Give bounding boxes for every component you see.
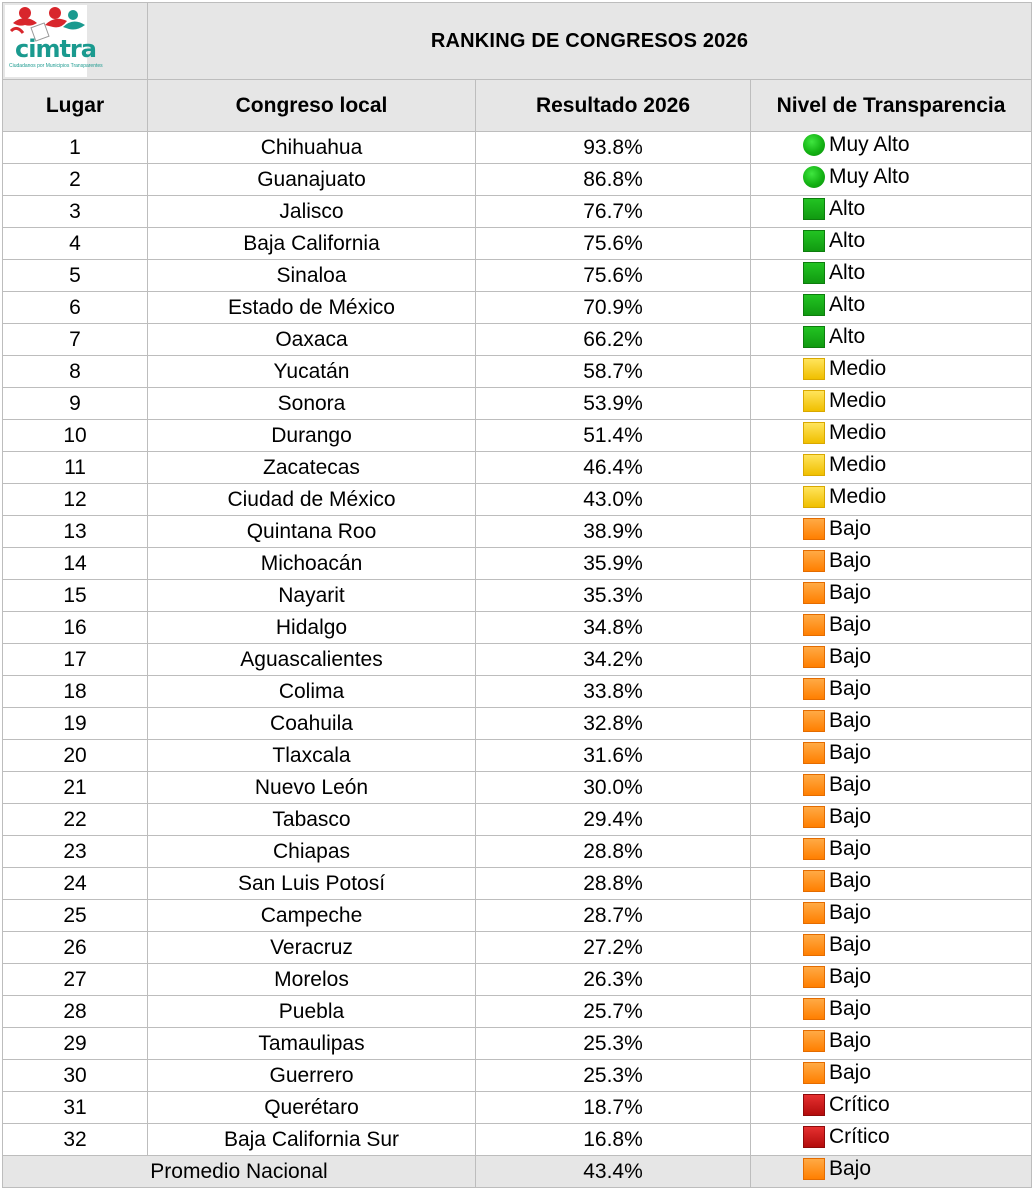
level-cell <box>751 676 1032 708</box>
score-cell: 32.8% <box>476 708 751 740</box>
state-cell: Durango <box>148 420 476 452</box>
rank-cell: 27 <box>3 964 148 996</box>
state-cell: Nayarit <box>148 580 476 612</box>
level-square-icon <box>803 870 825 892</box>
average-level-label: Bajo <box>829 1157 872 1180</box>
level-label: Bajo <box>829 837 872 860</box>
table-row <box>3 1092 1032 1124</box>
rank-cell: 22 <box>3 804 148 836</box>
score-cell: 93.8% <box>476 132 751 164</box>
state-cell: Veracruz <box>148 932 476 964</box>
level-indicator-icon <box>803 1158 825 1180</box>
level-cell <box>751 964 1032 996</box>
logo-tagline: Ciudadanos por Municipios Transparentes <box>9 63 103 69</box>
cimtra-logo <box>5 5 103 77</box>
score-cell: 27.2% <box>476 932 751 964</box>
level-square-icon <box>803 262 825 284</box>
rank-cell: 18 <box>3 676 148 708</box>
level-square-icon <box>803 646 825 668</box>
level-square-icon <box>803 390 825 412</box>
table-row <box>3 132 1032 164</box>
state-cell: Aguascalientes <box>148 644 476 676</box>
table-row <box>3 292 1032 324</box>
level-label: Bajo <box>829 677 872 700</box>
score-cell: 25.7% <box>476 996 751 1028</box>
level-label: Alto <box>829 229 866 252</box>
state-cell: Jalisco <box>148 196 476 228</box>
table-row <box>3 580 1032 612</box>
score-cell: 51.4% <box>476 420 751 452</box>
level-cell <box>751 420 1032 452</box>
level-label: Bajo <box>829 1029 872 1052</box>
table-row <box>3 836 1032 868</box>
header-rank: Lugar <box>3 80 148 132</box>
green-circle-icon <box>803 166 825 188</box>
rank-cell: 30 <box>3 1060 148 1092</box>
table-row <box>3 260 1032 292</box>
rank-cell: 3 <box>3 196 148 228</box>
level-label: Bajo <box>829 869 872 892</box>
rank-cell: 20 <box>3 740 148 772</box>
level-cell <box>751 260 1032 292</box>
level-square-icon <box>803 358 825 380</box>
level-cell <box>751 804 1032 836</box>
level-square-icon <box>803 966 825 988</box>
state-cell: Guanajuato <box>148 164 476 196</box>
rank-cell: 9 <box>3 388 148 420</box>
state-cell: Morelos <box>148 964 476 996</box>
score-cell: 25.3% <box>476 1060 751 1092</box>
level-square-icon <box>803 838 825 860</box>
level-square-icon <box>803 550 825 572</box>
score-cell: 86.8% <box>476 164 751 196</box>
table-row <box>3 228 1032 260</box>
table-row <box>3 324 1032 356</box>
rank-cell: 11 <box>3 452 148 484</box>
ranking-table <box>2 2 1032 1188</box>
table-row <box>3 804 1032 836</box>
state-cell: Hidalgo <box>148 612 476 644</box>
table-row <box>3 964 1032 996</box>
table-row <box>3 484 1032 516</box>
state-cell: Sinaloa <box>148 260 476 292</box>
score-cell: 53.9% <box>476 388 751 420</box>
level-label: Medio <box>829 485 887 508</box>
level-label: Bajo <box>829 741 872 764</box>
level-square-icon <box>803 1126 825 1148</box>
score-cell: 34.8% <box>476 612 751 644</box>
rank-cell: 25 <box>3 900 148 932</box>
level-label: Alto <box>829 261 866 284</box>
rank-cell: 28 <box>3 996 148 1028</box>
state-cell: Estado de México <box>148 292 476 324</box>
state-cell: Coahuila <box>148 708 476 740</box>
level-square-icon <box>803 678 825 700</box>
level-cell <box>751 452 1032 484</box>
green-circle-icon <box>803 134 825 156</box>
rank-cell: 31 <box>3 1092 148 1124</box>
state-cell: Tabasco <box>148 804 476 836</box>
level-label: Bajo <box>829 549 872 572</box>
rank-cell: 19 <box>3 708 148 740</box>
level-label: Medio <box>829 453 887 476</box>
level-label: Bajo <box>829 965 872 988</box>
rank-cell: 4 <box>3 228 148 260</box>
header-score: Resultado 2026 <box>476 80 751 132</box>
score-cell: 33.8% <box>476 676 751 708</box>
table-body <box>3 132 1032 1156</box>
level-label: Bajo <box>829 709 872 732</box>
header-row <box>3 80 1032 132</box>
level-cell <box>751 356 1032 388</box>
rank-cell: 26 <box>3 932 148 964</box>
level-cell <box>751 900 1032 932</box>
table-row <box>3 612 1032 644</box>
title-row <box>3 3 1032 80</box>
level-square-icon <box>803 294 825 316</box>
level-cell <box>751 132 1032 164</box>
header-level: Nivel de Transparencia <box>751 80 1032 132</box>
state-cell: Querétaro <box>148 1092 476 1124</box>
level-label: Crítico <box>829 1125 890 1148</box>
level-square-icon <box>803 1094 825 1116</box>
score-cell: 58.7% <box>476 356 751 388</box>
table-row <box>3 196 1032 228</box>
state-cell: Zacatecas <box>148 452 476 484</box>
level-square-icon <box>803 230 825 252</box>
state-cell: Ciudad de México <box>148 484 476 516</box>
level-label: Alto <box>829 325 866 348</box>
logo-wordmark: cimtra <box>15 35 96 63</box>
table-row <box>3 996 1032 1028</box>
rank-cell: 5 <box>3 260 148 292</box>
state-cell: Nuevo León <box>148 772 476 804</box>
rank-cell: 24 <box>3 868 148 900</box>
level-square-icon <box>803 454 825 476</box>
state-cell: Puebla <box>148 996 476 1028</box>
score-cell: 31.6% <box>476 740 751 772</box>
level-cell <box>751 932 1032 964</box>
state-cell: Campeche <box>148 900 476 932</box>
score-cell: 29.4% <box>476 804 751 836</box>
level-label: Bajo <box>829 517 872 540</box>
table-row <box>3 516 1032 548</box>
level-cell <box>751 548 1032 580</box>
table-row <box>3 548 1032 580</box>
level-label: Bajo <box>829 997 872 1020</box>
level-square-icon <box>803 774 825 796</box>
level-cell <box>751 292 1032 324</box>
table-row <box>3 644 1032 676</box>
level-label: Bajo <box>829 901 872 924</box>
average-score: 43.4% <box>476 1156 751 1188</box>
level-label: Bajo <box>829 1061 872 1084</box>
level-label: Muy Alto <box>829 165 910 188</box>
level-square-icon <box>803 614 825 636</box>
level-cell <box>751 324 1032 356</box>
level-cell <box>751 644 1032 676</box>
level-square-icon <box>803 902 825 924</box>
level-label: Alto <box>829 197 866 220</box>
rank-cell: 14 <box>3 548 148 580</box>
rank-cell: 23 <box>3 836 148 868</box>
state-cell: Yucatán <box>148 356 476 388</box>
level-square-icon <box>803 198 825 220</box>
rank-cell: 1 <box>3 132 148 164</box>
score-cell: 75.6% <box>476 228 751 260</box>
rank-cell: 16 <box>3 612 148 644</box>
logo-cell <box>3 3 148 80</box>
page-title: RANKING DE CONGRESOS 2026 <box>430 30 749 52</box>
score-cell: 28.8% <box>476 836 751 868</box>
level-cell <box>751 772 1032 804</box>
level-label: Medio <box>829 357 887 380</box>
ranking-sheet <box>2 2 1031 1188</box>
score-cell: 26.3% <box>476 964 751 996</box>
table-row <box>3 1060 1032 1092</box>
state-cell: San Luis Potosí <box>148 868 476 900</box>
level-square-icon <box>803 582 825 604</box>
table-row <box>3 420 1032 452</box>
level-square-icon <box>803 326 825 348</box>
state-cell: Baja California <box>148 228 476 260</box>
state-cell: Sonora <box>148 388 476 420</box>
level-cell <box>751 196 1032 228</box>
rank-cell: 12 <box>3 484 148 516</box>
table-row <box>3 772 1032 804</box>
state-cell: Guerrero <box>148 1060 476 1092</box>
score-cell: 34.2% <box>476 644 751 676</box>
level-label: Bajo <box>829 581 872 604</box>
score-cell: 28.8% <box>476 868 751 900</box>
table-row <box>3 900 1032 932</box>
score-cell: 18.7% <box>476 1092 751 1124</box>
score-cell: 66.2% <box>476 324 751 356</box>
rank-cell: 15 <box>3 580 148 612</box>
table-row <box>3 164 1032 196</box>
table-row <box>3 868 1032 900</box>
level-cell <box>751 836 1032 868</box>
level-square-icon <box>803 422 825 444</box>
state-cell: Oaxaca <box>148 324 476 356</box>
table-row <box>3 1028 1032 1060</box>
level-cell <box>751 708 1032 740</box>
score-cell: 46.4% <box>476 452 751 484</box>
header-state: Congreso local <box>148 80 476 132</box>
level-label: Muy Alto <box>829 133 910 156</box>
table-row <box>3 356 1032 388</box>
level-cell <box>751 868 1032 900</box>
score-cell: 38.9% <box>476 516 751 548</box>
level-cell <box>751 388 1032 420</box>
level-square-icon <box>803 1062 825 1084</box>
level-square-icon <box>803 486 825 508</box>
level-square-icon <box>803 998 825 1020</box>
table-row <box>3 708 1032 740</box>
score-cell: 35.3% <box>476 580 751 612</box>
level-cell <box>751 516 1032 548</box>
title-cell <box>148 3 1032 80</box>
score-cell: 70.9% <box>476 292 751 324</box>
level-label: Bajo <box>829 933 872 956</box>
rank-cell: 17 <box>3 644 148 676</box>
level-cell <box>751 580 1032 612</box>
rank-cell: 13 <box>3 516 148 548</box>
level-cell <box>751 1092 1032 1124</box>
level-square-icon <box>803 1030 825 1052</box>
rank-cell: 32 <box>3 1124 148 1156</box>
level-cell <box>751 612 1032 644</box>
rank-cell: 7 <box>3 324 148 356</box>
table-row <box>3 932 1032 964</box>
level-cell <box>751 996 1032 1028</box>
level-cell <box>751 228 1032 260</box>
score-cell: 43.0% <box>476 484 751 516</box>
rank-cell: 6 <box>3 292 148 324</box>
state-cell: Chihuahua <box>148 132 476 164</box>
level-cell <box>751 1028 1032 1060</box>
level-cell <box>751 1060 1032 1092</box>
level-square-icon <box>803 806 825 828</box>
level-cell <box>751 1124 1032 1156</box>
table-row <box>3 676 1032 708</box>
level-label: Alto <box>829 293 866 316</box>
score-cell: 76.7% <box>476 196 751 228</box>
rank-cell: 21 <box>3 772 148 804</box>
score-cell: 35.9% <box>476 548 751 580</box>
level-label: Medio <box>829 389 887 412</box>
level-cell <box>751 740 1032 772</box>
state-cell: Tamaulipas <box>148 1028 476 1060</box>
state-cell: Quintana Roo <box>148 516 476 548</box>
level-label: Bajo <box>829 613 872 636</box>
table-row <box>3 388 1032 420</box>
rank-cell: 29 <box>3 1028 148 1060</box>
table-row <box>3 452 1032 484</box>
level-label: Crítico <box>829 1093 890 1116</box>
level-cell <box>751 164 1032 196</box>
score-cell: 28.7% <box>476 900 751 932</box>
level-label: Bajo <box>829 805 872 828</box>
rank-cell: 2 <box>3 164 148 196</box>
state-cell: Colima <box>148 676 476 708</box>
level-square-icon <box>803 518 825 540</box>
level-square-icon <box>803 742 825 764</box>
state-cell: Michoacán <box>148 548 476 580</box>
score-cell: 75.6% <box>476 260 751 292</box>
state-cell: Chiapas <box>148 836 476 868</box>
table-row <box>3 740 1032 772</box>
score-cell: 16.8% <box>476 1124 751 1156</box>
level-square-icon <box>803 934 825 956</box>
rank-cell: 10 <box>3 420 148 452</box>
state-cell: Baja California Sur <box>148 1124 476 1156</box>
level-label: Bajo <box>829 773 872 796</box>
score-cell: 25.3% <box>476 1028 751 1060</box>
average-label: Promedio Nacional <box>3 1156 476 1188</box>
average-row <box>3 1156 1032 1188</box>
score-cell: 30.0% <box>476 772 751 804</box>
state-cell: Tlaxcala <box>148 740 476 772</box>
average-level <box>751 1156 1032 1188</box>
level-cell <box>751 484 1032 516</box>
level-label: Bajo <box>829 645 872 668</box>
table-row <box>3 1124 1032 1156</box>
level-square-icon <box>803 710 825 732</box>
rank-cell: 8 <box>3 356 148 388</box>
level-label: Medio <box>829 421 887 444</box>
